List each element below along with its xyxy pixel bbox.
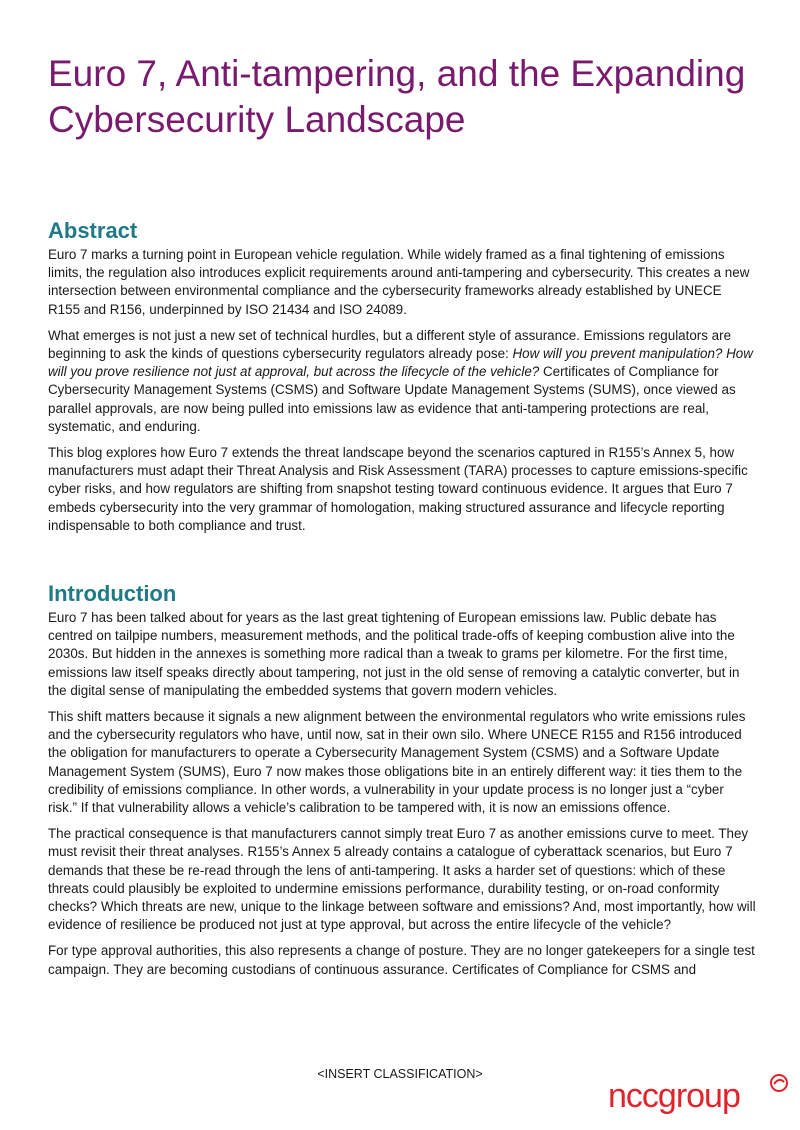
page-title: Euro 7, Anti-tampering, and the Expanding Cybersecurity Landscape: [48, 53, 746, 140]
logo-swoosh-icon: [768, 1072, 790, 1094]
paragraph: This blog explores how Euro 7 extends the threat landscape beyond the scenarios captured in R155’s Annex 5, how manufacturers must adapt their Threat Analysis and Risk Assessment (TARA) processes to capture emissions-specific cyber risks, and how regulators are shifting from snapshot testing toward continuous evidence. It argues that Euro 7 embeds cybersecurity into the very grammar of homologation, making structured assurance and lifecycle reporting indispensable to both compliance and trust.: [48, 445, 748, 533]
paragraph: For type approval authorities, this also represents a change of posture. They are no longer gatekeepers for a single test campaign. They are becoming custodians of continuous assurance. Certificates of Compliance for CSMS and: [48, 943, 755, 977]
section-heading-abstract: Abstract: [48, 218, 138, 243]
paragraph: This shift matters because it signals a new alignment between the environmental regulators who write emissions rules and the cybersecurity regulators who have, until now, sat in their own silo. Where UNECE R155 and R156 introduced the obligation for manufacturers to operate a Cybersecurity Management System (CSMS) and a Software Update Management System (SUMS), Euro 7 now makes those obligations bite in an entirely different way: it ties them to the credibility of emissions compliance. In other words, a vulnerability in your update process is no longer just a “cyber risk.” If that vulnerability allows a vehicle’s calibration to be tampered with, it is now an emissions offence.: [48, 709, 746, 816]
paragraph: The practical consequence is that manufacturers cannot simply treat Euro 7 as another emissions curve to meet. They must revisit their threat analyses. R155’s Annex 5 already contains a catalogue of cyberattack scenarios, but Euro 7 demands that these be re-read through the lens of anti-tampering. It asks a harder set of questions: which of these threats could plausibly be exploited to undermine emissions performance, durability testing, or on-road conformity checks? Which threats are new, unique to the linkage between software and emissions? And, most importantly, how will evidence of resilience be produced not just at type approval, but across the entire lifecycle of the vehicle?: [48, 826, 756, 933]
nccgroup-logo: [608, 1074, 788, 1122]
paragraph: What emerges is not just a new set of technical hurdles, but a different style of assurance. Emissions regulators are beginning to ask the kinds of questions cybersecurity regulators already pose: How will you prevent manipulation? How will you prove resilience not just at approval, but across the lifecycle of the vehicle? Certificates of Compliance for Cybersecurity Management Systems (CSMS) and Software Update Management Systems (SUMS), once viewed as parallel approvals, are now being pulled into emissions law as evidence that anti-tampering protections are real, systematic, and enduring.: [48, 327, 753, 434]
abstract-body: [48, 246, 756, 543]
classification-footer: <INSERT CLASSIFICATION>: [317, 1067, 483, 1081]
section-heading-introduction: Introduction: [48, 581, 177, 606]
paragraph: Euro 7 marks a turning point in European vehicle regulation. While widely framed as a final tightening of emissions limits, the regulation also introduces explicit requirements around anti-tampering and cybersecurity. This creates a new intersection between environmental compliance and the cybersecurity frameworks already established by UNECE R155 and R156, underpinned by ISO 21434 and ISO 24089.: [48, 247, 750, 317]
logo-wordmark: nccgroup: [608, 1077, 740, 1115]
introduction-body: [48, 609, 756, 987]
italic-questions: How will you prevent manipulation? How will you prove resilience not just at approval, but across the lifecycle of the vehicle?: [48, 346, 753, 380]
paragraph: Euro 7 has been talked about for years as the last great tightening of European emissions law. Public debate has centred on tailpipe numbers, measurement methods, and the political trade-offs of keeping combustion alive into the 2030s. But hidden in the annexes is something more radical than a tweak to grams per kilometre. For the first time, emissions law itself speaks directly about tampering, not just in the old sense of removing a catalytic converter, but in the digital sense of manipulating the embedded systems that govern modern vehicles.: [48, 610, 740, 698]
